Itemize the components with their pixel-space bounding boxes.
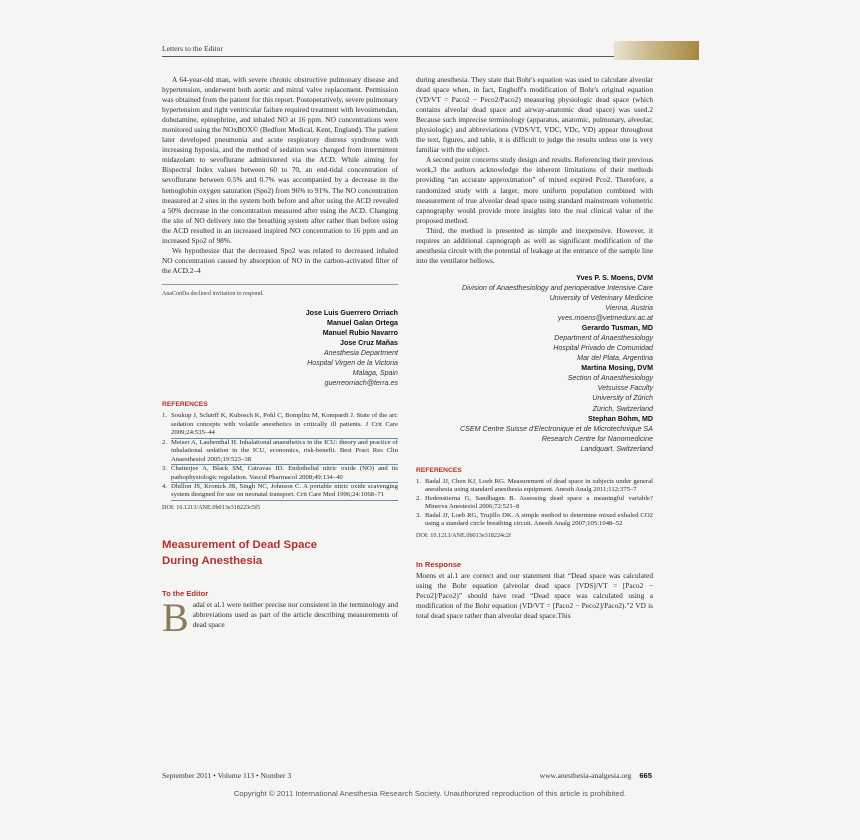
response-signature [416,273,653,454]
letter-opening-text: adal et al.1 were neither precise nor consistent in the terminology and abbreviations used as part of the article describing measurements of dead space [192,600,398,630]
reference-text: Hedenstierna G, Sandhagen B. Assessing dead space a meaningful variable? Minerva Anestesiol 2006;72:521–8 [425,494,653,511]
author-affiliation: Landquart, Switzerland [580,444,653,453]
body-paragraph: Third, the method is presented as simple and inexpensive. However, it requires an additional capnograph as well as significant modification of the anesthesia circuit with the potential of leakage at the entrance of the sample line into the ventilator bellows. [416,225,653,265]
reference-item[interactable] [162,412,398,438]
response-paragraph: Moens et al.1 are correct and our statement that “Dead space was calculated using the Bohr equation (alveolar dead space [VDS]/VT = [Paco2 − Peco2]/Paco2)” should have read “Dead space was calculated using a modification of the Bohr equation (VD/VT = [Paco2 − Peco2]/Paco2).”2 VD is total dead space rather than alveolar dead space.This [416,570,653,620]
doi[interactable]: DOI: 10.1213/ANE.0b013e318224c2f [416,531,512,539]
copyright-notice: Copyright © 2011 International Anesthesia Research Society. Unauthorized reproduction of this article is prohibited. [233,789,627,798]
author-affiliation: Anesthesia Department [323,349,398,358]
in-response-heading: In Response [416,559,462,569]
body-paragraph: during anesthesia. They state that Bohr's equation was used to calculate alveolar dead space when, in fact, Enghoff's modification of Bohr's original equation (VD/VT = Paco2 − Peco2/Paco2) measuring physiologic dead space (which contains alveolar dead space and airway-anatomic dead space) was used.2 Because such imprecise terminology (apparatus, anatomic, pulmonary, alveolar, physiologic) and abbreviations (VDS/VT, VDC, VDc, VD) appear throughout the text, figures, and table, it is difficult to judge the results unless one is very familiar with the subject. [416,75,653,155]
reference-text: Badal JJ, Chen KJ, Loeb RG. Measurement of dead space in subjects under general anesthesia using standard anesthesia equipment. Anesth Analg 2011;112:375–7 [425,477,653,494]
article-title-line: Measurement of Dead Space [162,538,318,551]
page-number: 665 [639,771,652,780]
references-list [162,412,398,501]
reference-number: 2. [416,494,422,502]
journal-website[interactable]: www.anesthesia-analgesia.org [539,771,632,780]
letter-signature [162,308,398,388]
author-name: Stephan Böhm, MD [587,414,653,423]
reference-item[interactable] [162,483,398,501]
author-name: Jose Luis Guerrero Orriach [305,308,398,317]
issue-info: September 2011 • Volume 113 • Number 3 [162,771,292,780]
author-affiliation: Hospital Privado de Comunidad [553,344,653,353]
reference-number: 4. [162,483,168,491]
author-name: Gerardo Tusman, MD [581,324,653,333]
footnote: AnaConDa declined invitation to respond. [162,284,398,299]
reference-item [416,495,653,512]
header-rule [162,56,614,57]
reference-number: 3. [162,465,168,473]
author-affiliation: Department of Anaesthesiology [554,334,653,343]
running-head: Letters to the Editor [162,44,223,53]
author-affiliation: Vienna, Austria [605,304,653,313]
author-email[interactable]: yves.moens@vetmeduni.ac.at [557,314,653,323]
right-column [416,75,653,621]
reference-text: Dhillon JS, Kronick JB, Singh NC, Johnson C. A portable nitric oxide scavenging system designed for use on neonatal transport. Crit Care Med 1996;24:1068–71 [171,483,398,501]
author-affiliation: Mar del Plata, Argentina [577,354,653,363]
reference-text: Badal JJ, Loeb RG, Trujillo DK. A simple method to determine mixed exhaled CO2 using a standard circle breathing circuit. Anesth Analg 2007;105:1048–52 [425,511,653,528]
author-affiliation: University of Zürich [592,394,653,403]
hypothesis-paragraph: We hypothesize that the decreased Spo2 was related to decreased inhaled NO concentration caused by absorption of NO in the carbon-activated filter of the ACD.2–4 [162,245,398,275]
reference-text: Soukup J, Schärff K, Kubosch K, Pohl C, Bomplitz M, Kompardt J. State of the art: sedation concepts with volatile anesthetics in critically ill patients. J Crit Care 2009;24:535–44 [171,412,398,438]
author-affiliation: Zürich, Switzerland [592,404,653,413]
letter-opening [162,595,398,641]
reference-text: Chatterjee A, Black SM, Catravas JD. Endothelial nitric oxide (NO) and its pathophysiologic regulation. Vascul Pharmacol 2008;49:134–40 [171,465,398,483]
author-affiliation: Malaga, Spain [352,369,398,378]
author-affiliation: University of Veterinary Medicine [549,293,653,302]
reference-number: 1. [416,477,422,485]
article-title [162,537,398,569]
reference-item[interactable] [162,465,398,483]
author-name: Manuel Rubio Navarro [322,329,398,338]
author-affiliation: Vetsuisse Faculty [597,384,653,393]
body-paragraph: A second point concerns study design and results. Referencing their previous work,3 the authors acknowledge the inherent limitations of their methods providing “an accurate approximation” of mixed expired Pco2. Therefore, a randomized study with a larger, more uniform population combined with measurement of true alveolar dead space using standard mainstream volumetric capnography would provide more insights into the real clinical value of the proposed method. [416,155,653,225]
case-paragraph: A 64-year-old man, with severe chronic obstructive pulmonary disease and hypertension, underwent both aortic and mitral valve replacement. Permission was obtained from the patient for this report. Postoperatively, severe pulmonary hypertension and right ventricular failure required treatment with levosimendan, dobutamine, epinephrine, and inhaled NO at 16 ppm. NO concentrations were monitored using the NOxBOX© (Bedfont Medical, Kent, England). The patient later developed pneumonia and acute respiratory distress syndrome with increasing hypoxia, and the method of sedation was changed from intermittent midazolam to sevoflurane administered via the ACD. While aiming for Bispectral Index values between 60 to 70, an end-tidal concentration of sevoflurane between 0.5% and 0.7% was accompanied by a decrease in the hemoglobin oxygen saturation (Spo2) from 96% to 91%. The NO concentration measured at 2 sites in the system both before and after using the ACD revealed a 50% decrease in the concentration measured after using the ACD. Changing the site of NO delivery into the breathing system after rather than before using the ACD resulted in an increased inspired NO concentration to 16 ppm and an increased Spo2 of 98%. [162,75,398,245]
reference-item [416,512,653,529]
footer-right [506,771,652,780]
reference-number: 1. [162,412,168,420]
author-name: Jose Cruz Mañas [340,339,398,348]
author-name: Yves P. S. Moens, DVM [576,273,653,282]
author-name: Manuel Galan Ortega [327,319,398,328]
reference-item[interactable] [162,439,398,465]
references-list [416,478,653,529]
author-affiliation: Division of Anaesthesiology and perioperative Intensive Care [462,283,653,292]
author-affiliation: CSEM Centre Suisse d'Electronique et de Microtechnique SA [460,424,653,433]
left-column [162,75,398,641]
references-heading: REFERENCES [416,466,462,474]
author-name: Martina Mosing, DVM [581,364,653,373]
reference-text: Meiser A, Laubenthal H. Inhalational anaesthetics in the ICU: theory and practice of inhalational sedation in the ICU, economics, risk-benefit. Best Pract Res Clin Anaesthesiol 2005;19:523–38 [171,439,398,465]
author-affiliation: Section of Anaesthesiology [567,374,653,383]
article-title-line: During Anesthesia [162,554,263,567]
to-the-editor-heading: To the Editor [162,588,209,598]
reference-number: 3. [416,511,422,519]
author-affiliation: Hospital Virgen de la Victoria [307,359,398,368]
drop-cap: B [162,595,189,641]
reference-number: 2. [162,438,168,446]
reference-item [416,478,653,495]
author-email[interactable]: guerreorriach@terra.es [324,379,398,388]
references-heading: REFERENCES [162,401,208,409]
author-affiliation: Research Centre for Nanomedicine [541,434,653,443]
header-accent-bar [614,41,699,60]
doi[interactable]: DOI: 10.1213/ANE.0b013e318223c5f5 [162,503,261,511]
